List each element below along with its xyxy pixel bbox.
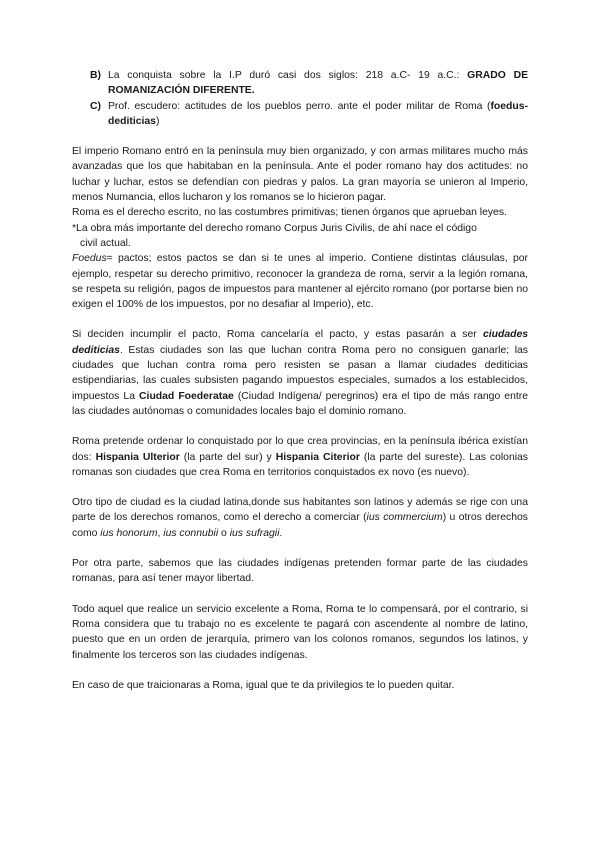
paragraph-intro: El imperio Romano entró en la península muy bien organizado, y con armas militares mucho más avanzadas que los que habitaban en la península. Ante el poder romano hay dos actitudes: no luchar y luchar, estos se defendían con piedras y palos. La gran mayoría se unieron al Imperio, menos Numancia, ellos lucharon y los romanos se lo hicieron pagar. (72, 146, 528, 204)
paragraph-indigenas: Por otra parte, sabemos que las ciudades indígenas pretenden formar parte de las ciudades romanas, para así tener mayor libertad. (72, 558, 528, 585)
document-page (72, 68, 528, 693)
list-text: Prof. escudero: actitudes de los pueblos perro. ante el poder militar de Roma (foedus- dediticias) (108, 100, 528, 127)
paragraph-corpus-cont: civil actual. (80, 237, 131, 249)
paragraph-ciudad-latina: Otro tipo de ciudad es la ciudad latina,donde sus habitantes son latinos y además se rige con una parte de los derechos romanos, como el derecho a comerciar (ius commercium) u otros derechos como ius honorum, ius connubii o ius sufragii. (72, 497, 528, 539)
paragraph-dediticias: Si deciden incumplir el pacto, Roma cancelaría el pacto, y estas pasarán a ser ciudades dediticias. Estas ciudades son las que luchan contra Roma pero no consiguen ganarle; las ciudades que luchan contra roma pero resisten se pasan a llamar ciudades dediticias estipendiarias, las cuales subsisten pagando impuestos especiales, sumados a los establecidos, impuestos La Ciudad Foederatae (Ciudad Indígena/ peregrinos) era el tipo de más rango entre las ciudades autónomas o comunidades locales bajo el dominio romano. (72, 329, 528, 417)
paragraph-provincias: Roma pretende ordenar lo conquistado por lo que crea provincias, en la península ibérica existían dos: Hispania Ulterior (la parte del sur) y Hispania Citerior (la parte del sureste). Las colonias romanas son ciudades que crea Roma en territorios conquistados ex novo (es nuevo). (72, 436, 529, 478)
list-label: B) (90, 70, 101, 81)
paragraph-corpus: *La obra más importante del derecho romano Corpus Juris Civilis, de ahí nace el código (72, 222, 477, 234)
list-label: C) (90, 100, 101, 112)
list-item-b (72, 68, 528, 99)
list-item-c (72, 99, 528, 130)
paragraph-law: Roma es el derecho escrito, no las costumbres primitivas; tienen órganos que aprueban leyes. (72, 207, 507, 219)
paragraph-foedus: Foedus= pactos; estos pactos se dan si te unes al imperio. Contiene distintas cláusulas, por ejemplo, respetar su derecho primitivo, reconocer la grandeza de roma, servir a la legión romana, se respeta su religión, pagos de impuestos para mantener al ejército romano (por portarse bien no exigen el 100% de los impuestos, por no desafiar al Imperio), etc. (72, 253, 528, 311)
paragraph-traicion: En caso de que traicionaras a Roma, igual que te da privilegios te lo pueden quitar. (72, 679, 455, 691)
paragraph-servicio: Todo aquel que realice un servicio excelente a Roma, Roma te lo compensará, por el contrario, si Roma considera que tu trabajo no es excelente te pagará con ascendente al nombre de latino, puesto que en un orden de jerarquía, primero van los colonos romanos, segundos los latinos, y finalmente los terceros son las ciudades indígenas. (72, 603, 528, 661)
list-text: La conquista sobre la I.P duró casi dos siglos: 218 a.C- 19 a.C.: GRADO DE ROMANIZACIÓN DIFERENTE. (108, 70, 529, 97)
